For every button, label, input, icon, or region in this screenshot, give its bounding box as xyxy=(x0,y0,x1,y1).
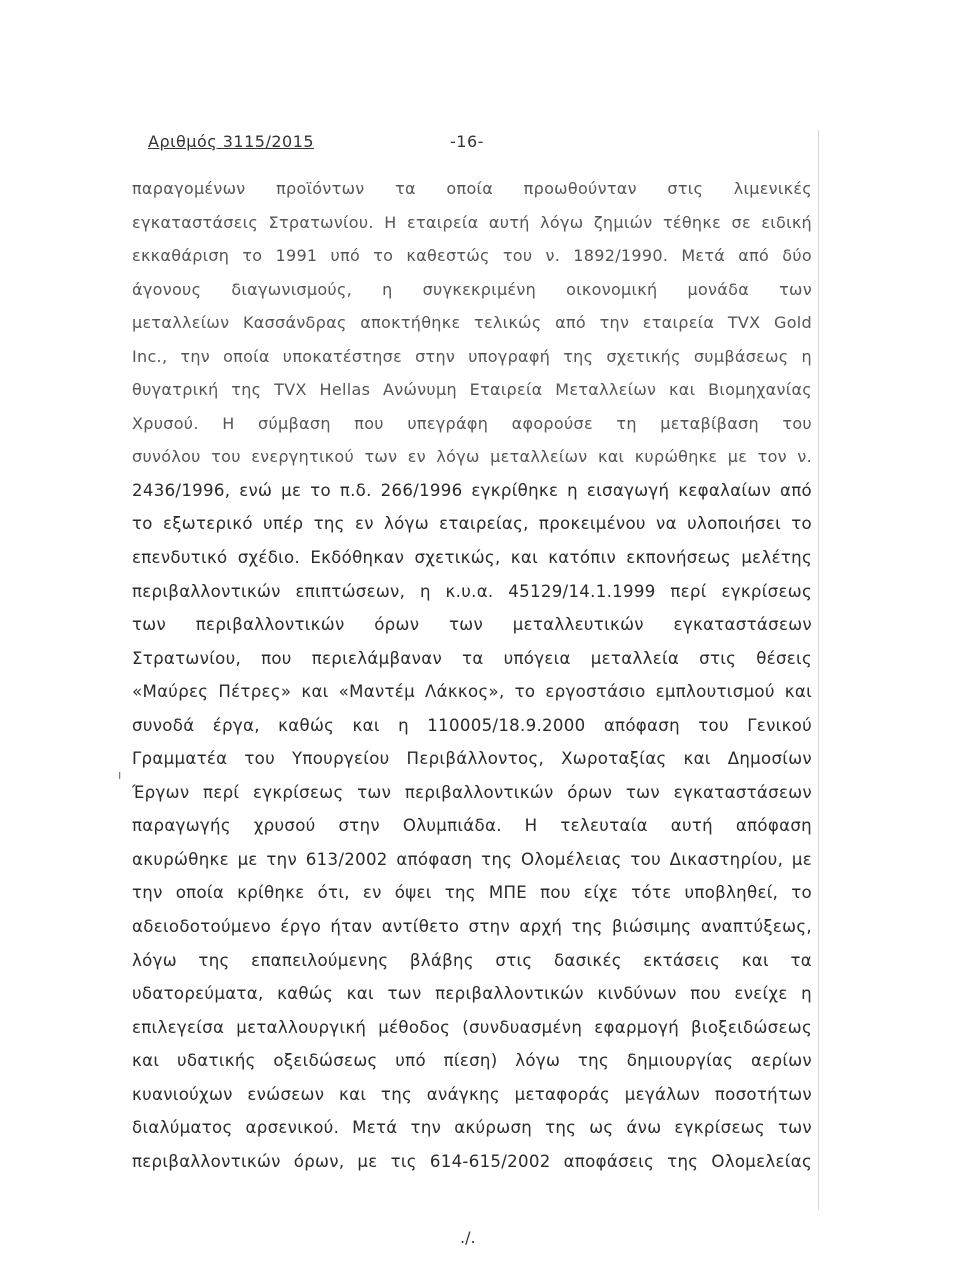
margin-rule xyxy=(818,130,819,1210)
text-line: κυανιούχων ενώσεων και της ανάγκης μεταφοράς μεγάλων ποσοτήτων xyxy=(132,1084,812,1104)
case-number: Αριθμός 3115/2015 xyxy=(148,132,315,151)
text-line: άγονους διαγωνισμούς, η συγκεκριμένη οικονομική μονάδα των xyxy=(132,279,812,299)
body-text xyxy=(132,172,812,1178)
text-line: περιβαλλοντικών επιπτώσεων, η κ.υ.α. 45129/14.1.1999 περί εγκρίσεως xyxy=(132,581,812,601)
text-line: μεταλλείων Κασσάνδρας αποκτήθηκε τελικώς από την εταιρεία TVX Gold xyxy=(132,313,812,333)
text-line: των περιβαλλοντικών όρων των μεταλλευτικών εγκαταστάσεων xyxy=(132,615,812,635)
text-line: επενδυτικό σχέδιο. Εκδόθηκαν σχετικώς, και κατόπιν εκπονήσεως μελέτης xyxy=(132,548,812,568)
page-number: -16- xyxy=(450,132,484,151)
text-line: λόγω της επαπειλούμενης βλάβης στις δασικές εκτάσεις και τα xyxy=(132,950,812,970)
text-line: θυγατρική της TVX Hellas Ανώνυμη Εταιρεία Μεταλλείων και Βιομηχανίας xyxy=(132,380,812,400)
text-line: παραγωγής χρυσού στην Ολυμπιάδα. Η τελευταία αυτή απόφαση xyxy=(132,816,812,836)
continuation-mark: ./. xyxy=(460,1228,476,1247)
text-line: Inc., την οποία υποκατέστησε στην υπογραφή της σχετικής συμβάσεως η xyxy=(132,346,812,366)
text-line: 2436/1996, ενώ με το π.δ. 266/1996 εγκρίθηκε η εισαγωγή κεφαλαίων από xyxy=(132,480,812,500)
text-line: συνοδά έργα, καθώς και η 110005/18.9.2000 απόφαση του Γενικού xyxy=(132,715,812,735)
text-line: «Μαύρες Πέτρες» και «Μαντέμ Λάκκος», το εργοστάσιο εμπλουτισμού και xyxy=(132,682,812,702)
text-line: συνόλου του ενεργητικού των εν λόγω μεταλλείων και κυρώθηκε με τον ν. xyxy=(132,447,812,467)
text-line: παραγομένων προϊόντων τα οποία προωθούνταν στις λιμενικές xyxy=(132,179,812,198)
text-line: εκκαθάριση το 1991 υπό το καθεστώς του ν. 1892/1990. Μετά από δύο xyxy=(132,246,812,266)
text-line: ακυρώθηκε με την 613/2002 απόφαση της Ολομέλειας του Δικαστηρίου, με xyxy=(132,849,812,869)
text-line: την οποία κρίθηκε ότι, εν όψει της ΜΠΕ που είχε τότε υποβληθεί, το xyxy=(132,883,812,903)
text-line: αδειοδοτούμενο έργο ήταν αντίθετο στην αρχή της βιώσιμης αναπτύξεως, xyxy=(132,917,812,937)
text-line: διαλύματος αρσενικού. Μετά την ακύρωση της ως άνω εγκρίσεως των xyxy=(132,1118,812,1138)
page-header xyxy=(136,132,816,158)
margin-tick-mark: ı xyxy=(118,768,122,782)
text-line: Γραμματέα του Υπουργείου Περιβάλλοντος, Χωροταξίας και Δημοσίων xyxy=(132,749,812,769)
text-line: επιλεγείσα μεταλλουργική μέθοδος (συνδυασμένη εφαρμογή βιοξειδώσεως xyxy=(132,1017,812,1037)
text-line: υδατορεύματα, καθώς και των περιβαλλοντικών κινδύνων που ενείχε η xyxy=(132,984,812,1004)
text-line: Έργων περί εγκρίσεως των περιβαλλοντικών όρων των εγκαταστάσεων xyxy=(132,782,812,802)
text-line: περιβαλλοντικών όρων, με τις 614-615/2002 αποφάσεις της Ολομελείας xyxy=(132,1151,812,1171)
text-line: και υδατικής οξειδώσεως υπό πίεση) λόγω της δημιουργίας αερίων xyxy=(132,1051,812,1071)
text-line: εγκαταστάσεις Στρατωνίου. Η εταιρεία αυτή λόγω ζημιών τέθηκε σε ειδική xyxy=(132,212,812,232)
text-line: το εξωτερικό υπέρ της εν λόγω εταιρείας, προκειμένου να υλοποιήσει το xyxy=(132,514,812,534)
text-line: Χρυσού. Η σύμβαση που υπεγράφη αφορούσε τη μεταβίβαση του xyxy=(132,413,812,433)
text-line: Στρατωνίου, που περιελάμβαναν τα υπόγεια μεταλλεία στις θέσεις xyxy=(132,648,812,668)
